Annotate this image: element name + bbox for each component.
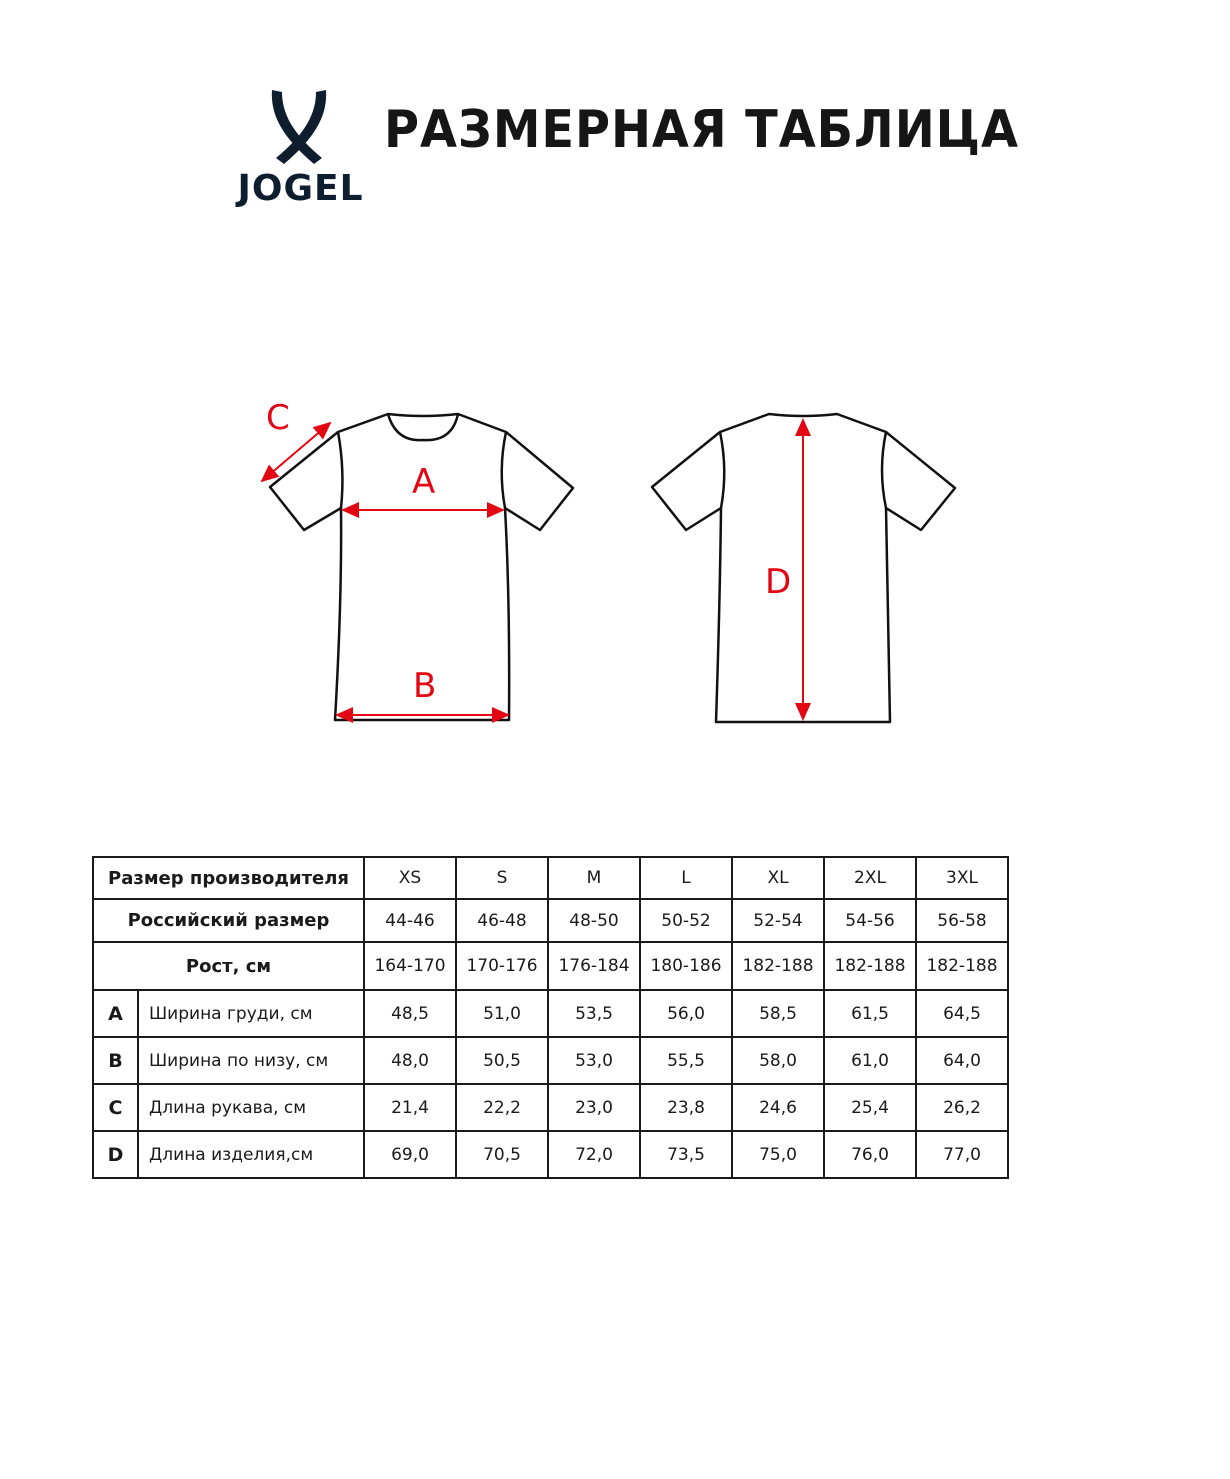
table-cell: 58,5 xyxy=(732,990,824,1037)
table-cell: 56-58 xyxy=(916,899,1008,942)
measure-letter: A xyxy=(93,990,138,1037)
table-cell: 72,0 xyxy=(548,1131,640,1178)
table-cell: L xyxy=(640,857,732,899)
table-cell: 23,8 xyxy=(640,1084,732,1131)
row-label: Российский размер xyxy=(93,899,364,942)
table-cell: 22,2 xyxy=(456,1084,548,1131)
table-row-manufacturer-size xyxy=(93,857,1008,899)
table-cell: 54-56 xyxy=(824,899,916,942)
measure-arrows-front xyxy=(262,423,508,715)
table-cell: 164-170 xyxy=(364,942,456,990)
table-cell: XL xyxy=(732,857,824,899)
label-b: B xyxy=(413,666,437,706)
label-d: D xyxy=(765,562,792,602)
row-label: Размер производителя xyxy=(93,857,364,899)
table-row-chest-width xyxy=(93,990,1008,1037)
table-cell: 48,5 xyxy=(364,990,456,1037)
measure-label: Длина изделия,см xyxy=(138,1131,364,1178)
table-cell: 69,0 xyxy=(364,1131,456,1178)
measure-letter: C xyxy=(93,1084,138,1131)
table-cell: 182-188 xyxy=(916,942,1008,990)
table-cell: 48-50 xyxy=(548,899,640,942)
row-label: Рост, см xyxy=(93,942,364,990)
table-cell: 50,5 xyxy=(456,1037,548,1084)
label-c: C xyxy=(266,398,290,438)
table-cell: 3XL xyxy=(916,857,1008,899)
table-row-garment-length xyxy=(93,1131,1008,1178)
table-cell: 21,4 xyxy=(364,1084,456,1131)
table-cell: 48,0 xyxy=(364,1037,456,1084)
table-cell: 26,2 xyxy=(916,1084,1008,1131)
table-row-russian-size xyxy=(93,899,1008,942)
table-cell: 182-188 xyxy=(824,942,916,990)
table-cell: 50-52 xyxy=(640,899,732,942)
table-cell: 61,5 xyxy=(824,990,916,1037)
table-cell: 70,5 xyxy=(456,1131,548,1178)
table-cell: S xyxy=(456,857,548,899)
table-cell: 53,0 xyxy=(548,1037,640,1084)
label-a: A xyxy=(412,462,436,502)
table-cell: 64,5 xyxy=(916,990,1008,1037)
table-cell: 2XL xyxy=(824,857,916,899)
table-cell: 61,0 xyxy=(824,1037,916,1084)
table-cell: XS xyxy=(364,857,456,899)
brand-name: JOGEL xyxy=(237,168,364,209)
table-cell: 25,4 xyxy=(824,1084,916,1131)
table-cell: 73,5 xyxy=(640,1131,732,1178)
table-row-height xyxy=(93,942,1008,990)
size-table xyxy=(92,856,1009,1179)
measure-letter: B xyxy=(93,1037,138,1084)
table-cell: 44-46 xyxy=(364,899,456,942)
table-cell: 53,5 xyxy=(548,990,640,1037)
table-cell: 58,0 xyxy=(732,1037,824,1084)
table-cell: 55,5 xyxy=(640,1037,732,1084)
table-cell: 75,0 xyxy=(732,1131,824,1178)
table-cell: 56,0 xyxy=(640,990,732,1037)
table-cell: M xyxy=(548,857,640,899)
measure-label: Длина рукава, см xyxy=(138,1084,364,1131)
table-cell: 77,0 xyxy=(916,1131,1008,1178)
table-row-hem-width xyxy=(93,1037,1008,1084)
table-cell: 52-54 xyxy=(732,899,824,942)
table-cell: 76,0 xyxy=(824,1131,916,1178)
table-row-sleeve-length xyxy=(93,1084,1008,1131)
table-cell: 170-176 xyxy=(456,942,548,990)
table-cell: 51,0 xyxy=(456,990,548,1037)
table-cell: 46-48 xyxy=(456,899,548,942)
table-cell: 23,0 xyxy=(548,1084,640,1131)
table-cell: 64,0 xyxy=(916,1037,1008,1084)
measure-label: Ширина груди, см xyxy=(138,990,364,1037)
page-title: РАЗМЕРНАЯ ТАБЛИЦА xyxy=(384,100,1019,160)
table-cell: 24,6 xyxy=(732,1084,824,1131)
table-cell: 180-186 xyxy=(640,942,732,990)
table-cell: 176-184 xyxy=(548,942,640,990)
measure-label: Ширина по низу, см xyxy=(138,1037,364,1084)
table-cell: 182-188 xyxy=(732,942,824,990)
measure-letter: D xyxy=(93,1131,138,1178)
